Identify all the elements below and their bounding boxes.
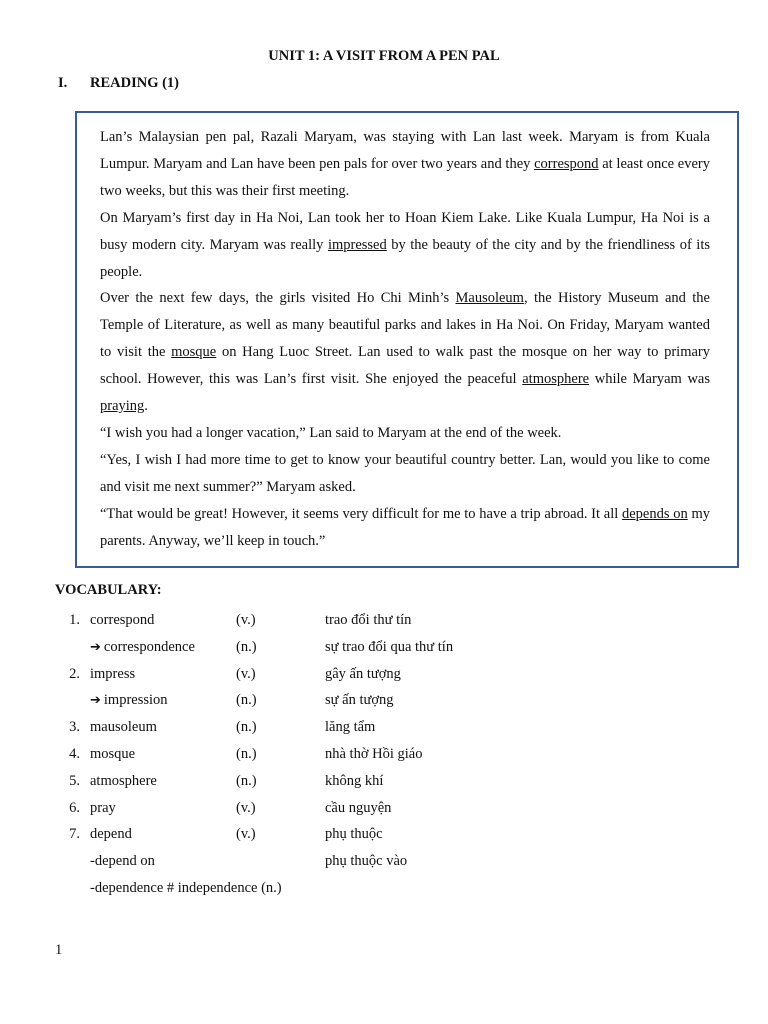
underlined-term: depends on	[622, 505, 688, 522]
vocabulary-meaning: không khí	[325, 772, 384, 789]
section-label: READING (1)	[90, 75, 180, 91]
vocabulary-word-text: impression	[103, 692, 168, 709]
vocabulary-word-text: depend	[90, 826, 132, 843]
section-heading	[58, 75, 179, 92]
vocabulary-word	[90, 687, 168, 715]
vocabulary-word-text: correspondence	[103, 638, 195, 655]
passage-text: my parents. Anyway, we’ll keep in touch.”	[100, 505, 711, 549]
vocabulary-heading: VOCABULARY:	[55, 582, 162, 598]
section-number: I.	[58, 75, 68, 91]
underlined-term: mosque	[171, 344, 217, 361]
underlined-term: impressed	[327, 236, 387, 253]
vocabulary-row	[58, 687, 658, 714]
part-of-speech: (v.)	[236, 799, 256, 816]
vocabulary-number: 5.	[69, 772, 80, 789]
vocabulary-number: 1.	[69, 612, 80, 628]
passage-text: Lan’s Malaysian pen pal, Razali Maryam, was staying with Lan last week. Maryam is from Kuala Lumpur. Maryam and Lan have been pen pals for over two years and they	[100, 129, 710, 172]
vocabulary-word-text: -dependence # independence (n.)	[90, 879, 282, 896]
vocabulary-word	[90, 661, 135, 688]
vocabulary-word	[90, 875, 282, 902]
vocabulary-word	[90, 741, 135, 768]
vocabulary-row	[58, 795, 658, 822]
vocabulary-word	[90, 795, 116, 822]
part-of-speech: (n.)	[236, 745, 257, 762]
vocabulary-meaning: phụ thuộc	[325, 826, 383, 843]
passage-text: by the beauty of the city and by the friendliness of its people.	[100, 236, 710, 280]
part-of-speech: (v.)	[236, 826, 256, 843]
vocabulary-row	[58, 714, 658, 741]
vocabulary-number: 7.	[69, 826, 80, 843]
passage-text: On Maryam’s first day in Ha Noi, Lan took her to Hoan Kiem Lake. Like Kuala Lumpur, Ha Noi is a busy modern city. Maryam was really	[100, 209, 710, 253]
reading-passage	[100, 124, 710, 555]
passage-paragraph	[100, 447, 710, 501]
passage-text: “That would be great! However, it seems very difficult for me to have a trip abroad. It all	[100, 505, 622, 522]
vocabulary-number: 4.	[69, 745, 80, 762]
passage-paragraph	[100, 124, 710, 205]
vocabulary-word-text: atmosphere	[90, 772, 157, 789]
underlined-term: praying	[100, 398, 145, 415]
vocabulary-word-text: impress	[90, 665, 136, 682]
vocabulary-word	[90, 848, 155, 875]
underlined-term: atmosphere	[522, 371, 590, 388]
vocabulary-word	[90, 634, 195, 662]
vocabulary-number: 3.	[69, 719, 80, 736]
passage-text: on Hang Luoc Street. Lan used to walk past the mosque on her way to primary school. However, this was Lan’s first visit. She enjoyed the peaceful	[100, 344, 710, 388]
vocabulary-meaning: sự ấn tượng	[325, 692, 394, 709]
vocabulary-row	[58, 768, 658, 795]
passage-paragraph	[100, 420, 710, 447]
passage-paragraph	[100, 501, 710, 555]
vocabulary-word-text: -depend on	[90, 853, 155, 870]
vocabulary-meaning: sự trao đổi qua thư tín	[325, 638, 454, 655]
vocabulary-word	[90, 607, 154, 634]
vocabulary-meaning: phụ thuộc vào	[325, 853, 408, 870]
part-of-speech: (v.)	[236, 612, 256, 628]
vocabulary-word	[90, 768, 157, 795]
vocabulary-word	[90, 714, 157, 741]
passage-text: , the History Museum and the Temple of Literature, as well as many beautiful parks and lakes in Ha Noi. On Friday, Maryam wanted to visit the	[100, 290, 710, 361]
vocabulary-meaning: trao đổi thư tín	[325, 612, 412, 628]
passage-text: .	[144, 398, 148, 415]
reading-passage-box	[75, 111, 739, 568]
vocabulary-word-text: mausoleum	[90, 719, 157, 736]
vocabulary-word-text: correspond	[90, 612, 155, 628]
vocabulary-word-text: mosque	[90, 745, 136, 762]
passage-text: at least once every two weeks, but this was their first meeting.	[100, 155, 711, 199]
vocabulary-row	[58, 875, 658, 902]
vocabulary-row	[58, 661, 658, 688]
vocabulary-row	[58, 634, 658, 661]
vocabulary-meaning: cầu nguyện	[325, 799, 392, 816]
vocabulary-word-text: pray	[90, 799, 116, 816]
vocabulary-meaning: nhà thờ Hồi giáo	[325, 745, 423, 762]
vocabulary-row	[58, 821, 658, 848]
arrow-right-icon: ➔	[90, 693, 101, 709]
passage-paragraph	[100, 205, 710, 286]
underlined-term: correspond	[534, 155, 599, 172]
vocabulary-word	[90, 821, 132, 848]
passage-text: “Yes, I wish I had more time to get to know your beautiful country better. Lan, would you like to come and visit me next summer?” Maryam asked.	[100, 451, 710, 495]
passage-text: “I wish you had a longer vacation,” Lan said to Maryam at the end of the week.	[100, 424, 562, 441]
part-of-speech: (n.)	[236, 692, 257, 709]
part-of-speech: (n.)	[236, 638, 257, 655]
arrow-right-icon: ➔	[90, 639, 101, 655]
vocabulary-meaning: lăng tẩm	[325, 719, 376, 736]
part-of-speech: (n.)	[236, 772, 257, 789]
document-title: UNIT 1: A VISIT FROM A PEN PAL	[268, 48, 500, 64]
part-of-speech: (v.)	[236, 665, 256, 682]
vocabulary-row	[58, 741, 658, 768]
passage-paragraph	[100, 285, 710, 420]
part-of-speech: (n.)	[236, 719, 257, 736]
vocabulary-meaning: gây ấn tượng	[325, 665, 401, 682]
page-number: 1	[55, 942, 63, 958]
vocabulary-number: 2.	[69, 665, 80, 682]
vocabulary-row	[58, 848, 658, 875]
vocabulary-row	[58, 607, 658, 634]
vocabulary-number: 6.	[69, 799, 80, 816]
underlined-term: Mausoleum	[455, 290, 524, 307]
passage-text: Over the next few days, the girls visited Ho Chi Minh’s	[100, 290, 456, 307]
passage-text: while Maryam was	[589, 371, 711, 388]
vocabulary-list	[58, 607, 658, 902]
